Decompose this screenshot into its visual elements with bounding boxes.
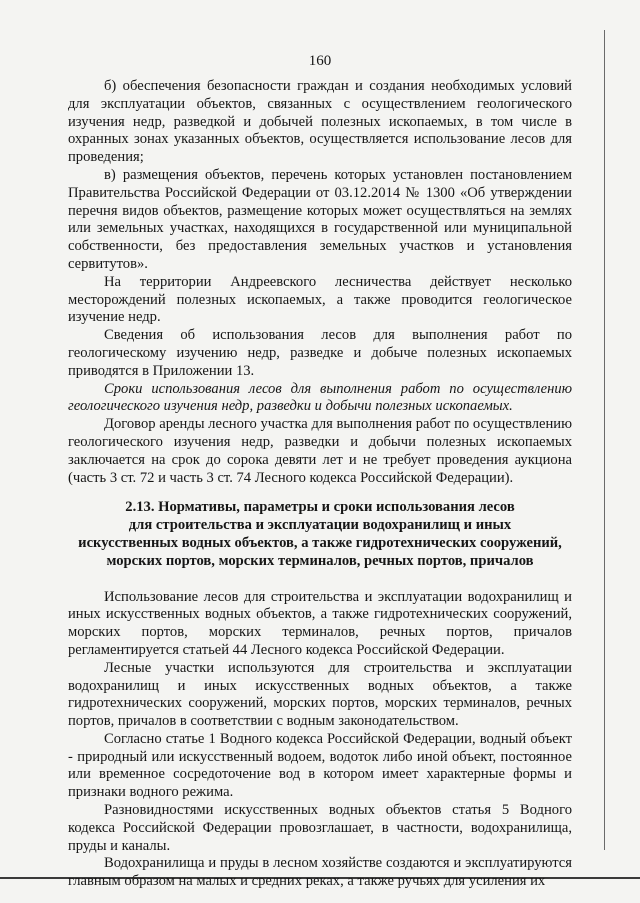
paragraph-terms-italic: Сроки использования лесов для выполнения работ по осуществлению геологического изучения недр, разведки и добычи полезных ископаемых. bbox=[68, 380, 572, 415]
section-heading-line: для строительства и эксплуатации водохранилищ и иных bbox=[128, 517, 512, 534]
page-number: 160 bbox=[308, 53, 332, 69]
section-heading-line: 2.13. Нормативы, параметры и сроки использования лесов bbox=[125, 499, 515, 516]
section-heading-2-13 bbox=[68, 499, 572, 570]
paragraph-deposits: На территории Андреевского лесничества действует несколько месторождений полезных ископаемых, а также проводится геологическое изучение недр. bbox=[68, 273, 572, 326]
paragraph-forest-plots-use: Лесные участки используются для строительства и эксплуатации водохранилищ и иных искусственных водных объектов, а также гидротехнических сооружений, морских портов, морских терминалов, речных портов, причалов в соответствии с водным законодательством. bbox=[68, 659, 572, 730]
paragraph-forest-use-article-44: Использование лесов для строительства и эксплуатации водохранилищ и иных искусственных водных объектов, а также гидротехнических сооружений, морских портов, морских терминалов, речных портов, причалов регламентируется статьей 44 Лесного кодекса Российской Федерации. bbox=[68, 588, 572, 658]
paragraph-v-placement: в) размещения объектов, перечень которых установлен постановлением Правительства Российской Федерации от 03.12.2014 № 1300 «Об утверждении перечня видов объектов, размещение которых может осуществляться на землях или земельных участках, находящихся в государственной или муниципальной собственности, без предоставления земельных участков и установления сервитутов». bbox=[68, 166, 572, 272]
page-right-edge bbox=[604, 30, 605, 850]
paragraph-appendix-reference: Сведения об использования лесов для выполнения работ по геологическому изучению недр, разведке и добыче полезных ископаемых приводятся в Приложении 13. bbox=[68, 327, 572, 379]
paragraph-lease-agreement: Договор аренды лесного участка для выполнения работ по осуществлению геологического изучения недр, разведки и добычи полезных ископаемых заключается на срок до сорока девяти лет и не требует проведения аукциона (часть 3 ст. 72 и часть 3 ст. 74 Лесного кодекса Российской Федерации). bbox=[68, 416, 572, 486]
paragraph-b-safety: б) обеспечения безопасности граждан и создания необходимых условий для эксплуатации объектов, связанных с осуществлением геологического изучения недр, разведкой и добычей полезных ископаемых, в том числе в охранных зонах указанных объектов, осуществляется использование лесов для проведения; bbox=[68, 78, 572, 166]
paragraph-water-body-definition: Согласно статье 1 Водного кодекса Российской Федерации, водный объект - природный или искусственный водоем, водоток либо иной объект, постоянное или временное сосредоточение вод в котором имеет характерные формы и признаки водного режима. bbox=[68, 730, 572, 801]
paragraph-artificial-water-bodies: Разновидностями искусственных водных объектов статья 5 Водного кодекса Российской Федерации провозглашает, в частности, водохранилища, пруды и каналы. bbox=[68, 802, 572, 854]
section-heading-line: искусственных водных объектов, а также гидротехнических сооружений, bbox=[78, 534, 562, 551]
page-body bbox=[68, 78, 572, 891]
section-heading-line: морских портов, морских терминалов, речных портов, причалов bbox=[106, 552, 534, 569]
paragraph-reservoirs-ponds: Водохранилища и пруды в лесном хозяйстве создаются и эксплуатируются главным образом на малых и средних реках, а также ручьях для усиления их bbox=[68, 855, 572, 890]
